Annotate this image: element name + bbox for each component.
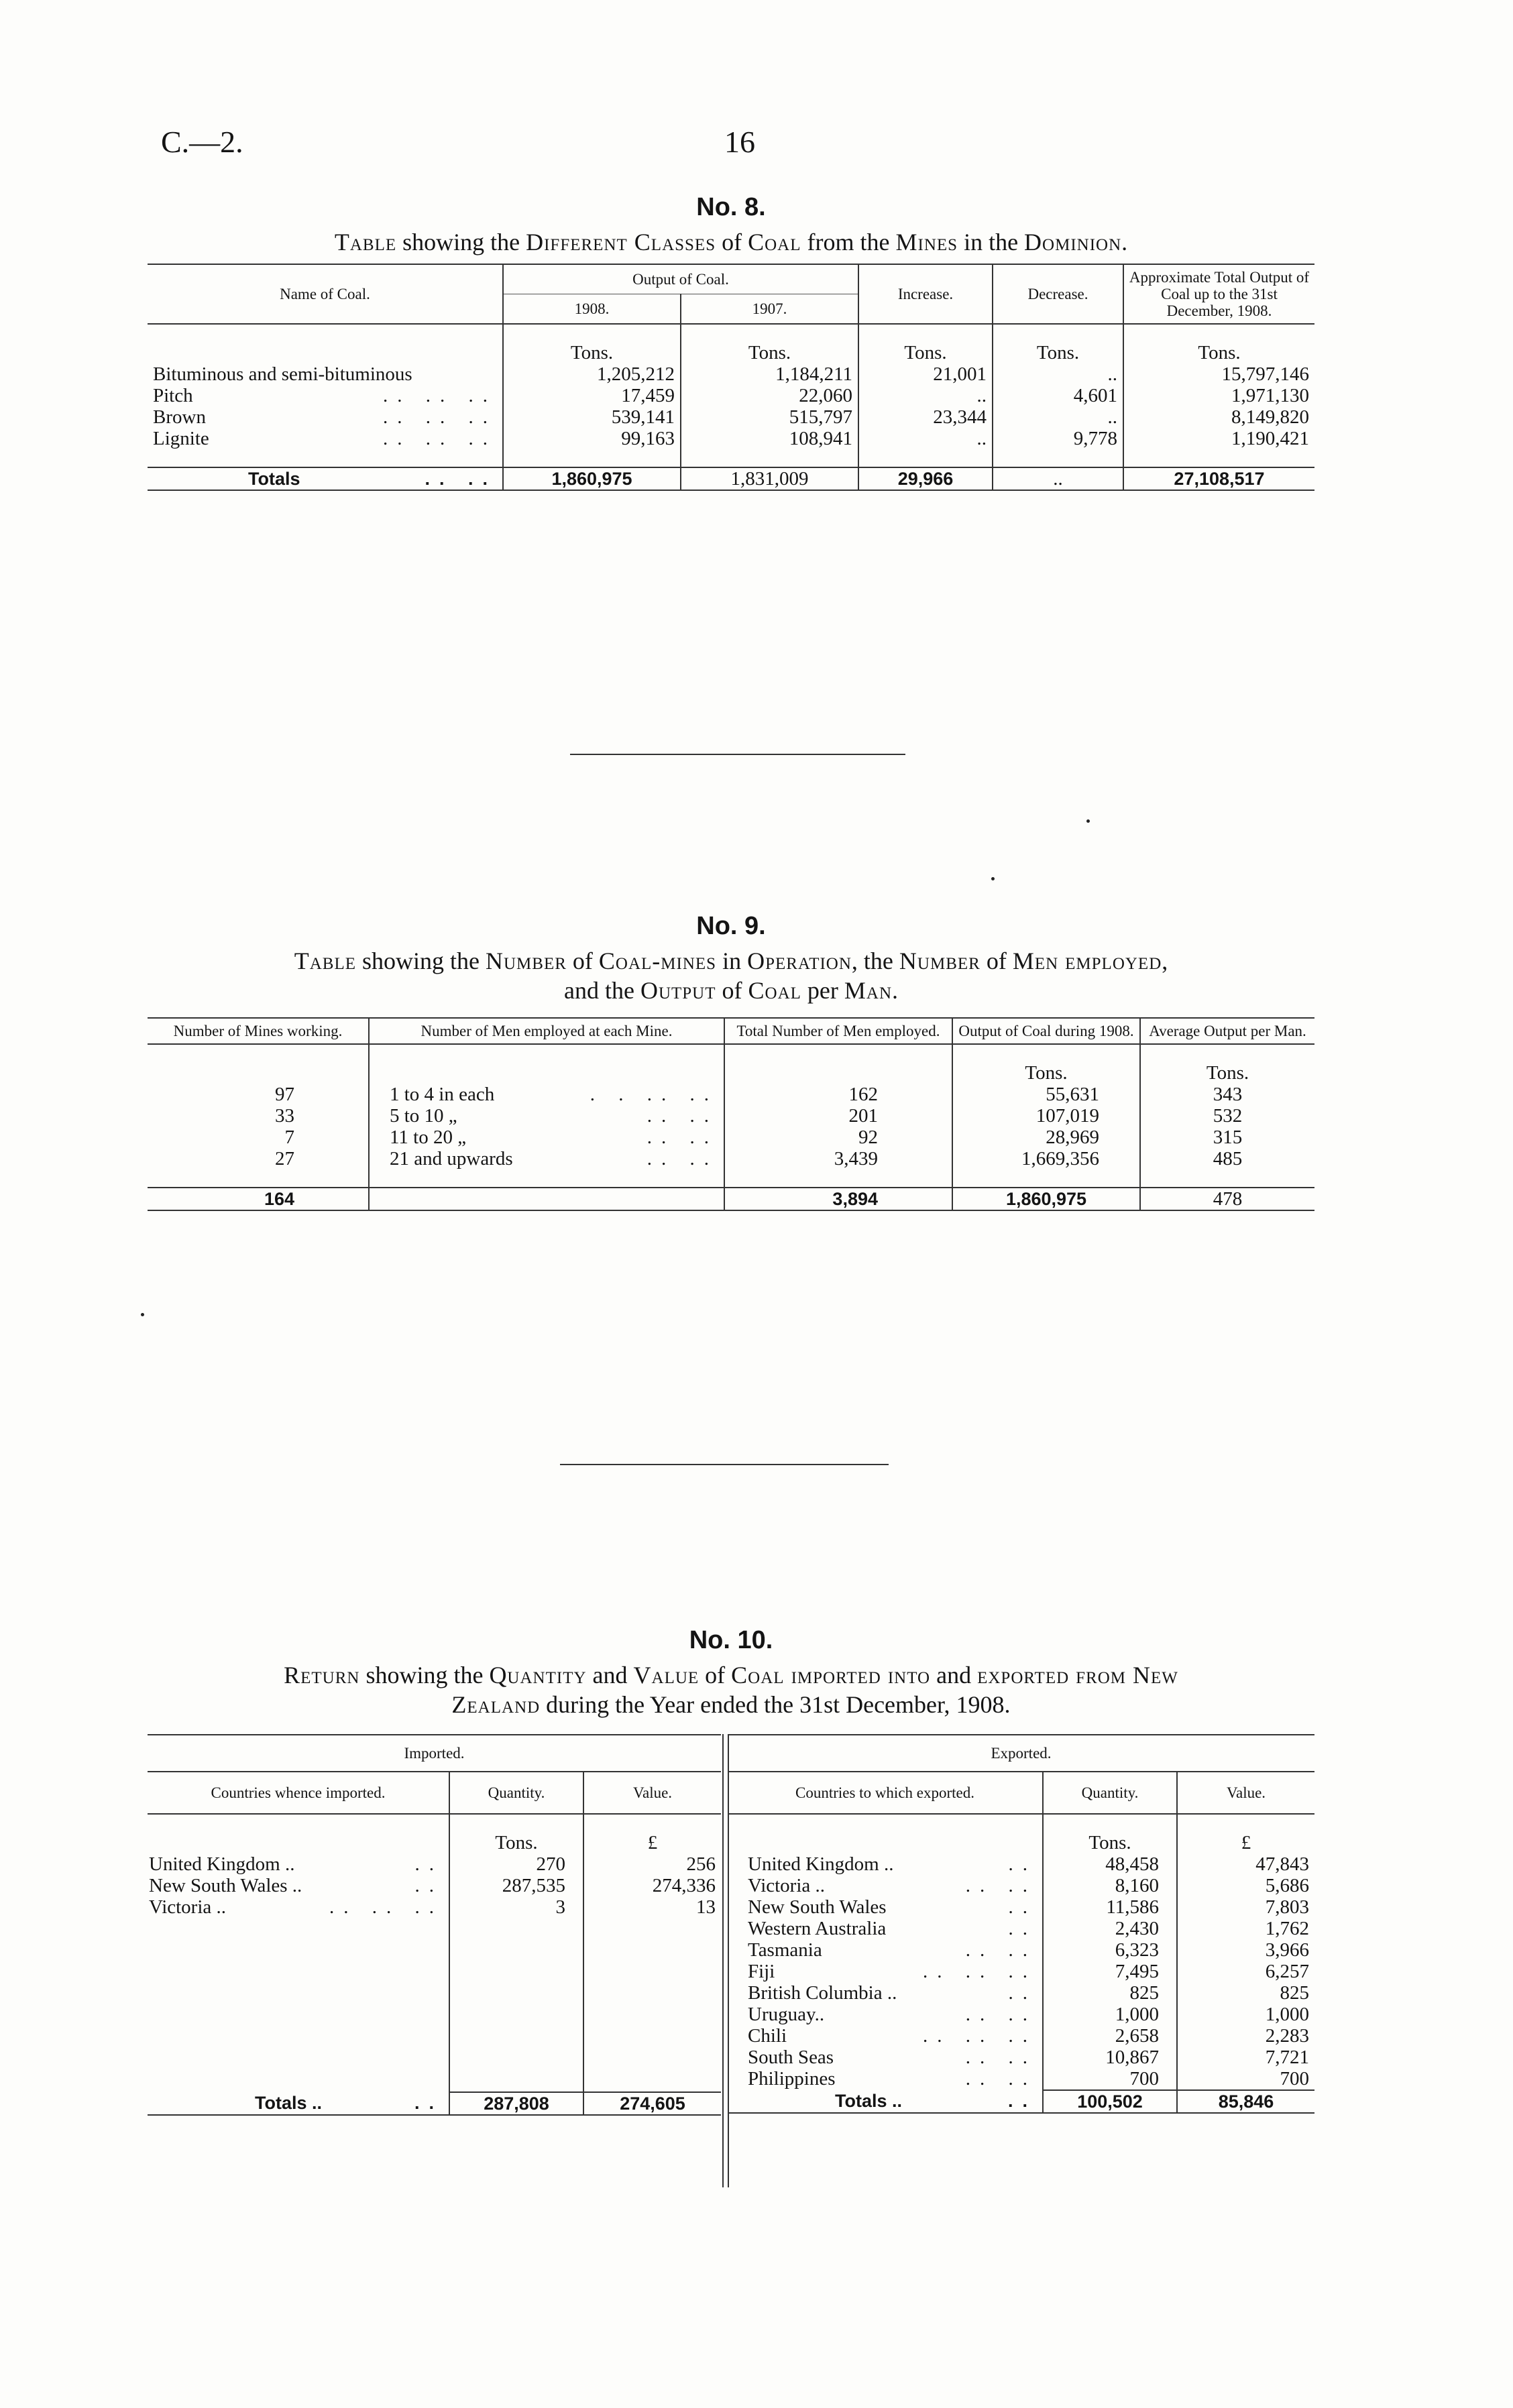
country: Fiji (748, 1961, 775, 1982)
coal-name: Brown (153, 406, 206, 428)
col-countries-imported: Countries whence imported. (211, 1784, 386, 1801)
unit-label: Tons. (1043, 1832, 1177, 1853)
unit-label: Tons. (993, 342, 1123, 363)
leader-dots: .. .. .. (923, 2025, 1037, 2047)
title-part: Table (294, 948, 356, 974)
value: 13 (583, 1896, 721, 1918)
title-part: of (980, 948, 1013, 974)
leader-dots: .. .. (965, 1875, 1037, 1896)
page-reference: C.—2. (161, 125, 243, 159)
units-row (148, 342, 1314, 363)
total-men: 201 (724, 1105, 952, 1127)
title-part: , the (851, 948, 899, 974)
country: South Seas (748, 2047, 834, 2068)
title-part: Table (334, 229, 397, 255)
unit-label: Tons. (1140, 1062, 1314, 1084)
country: Tasmania (748, 1939, 822, 1961)
title-part: Coal-mines (598, 948, 717, 974)
table-9-title (148, 946, 1314, 1005)
table-row (148, 428, 1314, 449)
totals-label: Totals .. (835, 2091, 903, 2111)
total-decrease: .. (993, 467, 1123, 490)
country: British Columbia .. (748, 1982, 897, 2004)
total-men: 92 (724, 1127, 952, 1148)
table-row (728, 2068, 1314, 2090)
leader-dots: .. .. .. (383, 406, 497, 428)
leader-dots: .. (1008, 1982, 1037, 2004)
total-quantity: 287,808 (449, 2092, 583, 2115)
leader-dots: .. .. (425, 469, 497, 489)
quantity: 2,430 (1043, 1918, 1177, 1939)
quantity: 2,658 (1043, 2025, 1177, 2047)
col-output-1908: Output of Coal during 1908. (952, 1018, 1140, 1044)
title-part: Zealand (451, 1691, 541, 1718)
title-part: Coal (748, 229, 801, 255)
total-increase: 29,966 (858, 467, 993, 490)
output: 107,019 (952, 1105, 1140, 1127)
table-row (148, 385, 1314, 406)
country: Chili (748, 2025, 787, 2047)
title-part: and (586, 1662, 634, 1688)
country: New South Wales (748, 1896, 887, 1918)
quantity: 287,535 (449, 1875, 583, 1896)
leader-dots: .. (1008, 1853, 1037, 1875)
table-8-section (148, 193, 1314, 491)
table-row (148, 1105, 1314, 1127)
totals-row (148, 2092, 721, 2115)
title-part: Output (640, 977, 716, 1004)
total-output: 1,860,975 (952, 1188, 1140, 1210)
col-name-of-coal: Name of Coal. (280, 286, 370, 302)
leader-dots: . . .. .. (590, 1084, 718, 1105)
imported-heading: Imported. (404, 1745, 465, 1762)
title-part: during the Year ended the 31st December, 1908. (540, 1691, 1011, 1718)
table-10-title (148, 1660, 1314, 1719)
title-part: Man (844, 977, 893, 1004)
quantity: 11,586 (1043, 1896, 1177, 1918)
title-part: and (930, 1662, 978, 1688)
title-part: of (716, 977, 748, 1004)
table-row (728, 1896, 1314, 1918)
average: 485 (1140, 1148, 1314, 1169)
average: 315 (1140, 1127, 1314, 1148)
leader-dots: .. (1007, 2091, 1037, 2111)
output: 55,631 (952, 1084, 1140, 1105)
value: 274,336 (583, 1875, 721, 1896)
table-8-number: No. 8. (696, 193, 766, 221)
quantity: 7,495 (1043, 1961, 1177, 1982)
value: 47,843 (1177, 1853, 1314, 1875)
unit-label: Tons. (952, 1062, 1140, 1084)
leader-dots: .. (414, 2093, 443, 2113)
leader-dots: .. (414, 1875, 443, 1896)
coal-name: Bituminous and semi-bituminous (153, 363, 412, 385)
table-10-number: No. 10. (689, 1626, 773, 1654)
table-row (148, 363, 1314, 385)
coal-name: Lignite (153, 428, 209, 449)
increase: 23,344 (858, 406, 993, 428)
col-average-output: Average Output per Man. (1140, 1018, 1314, 1044)
leader-dots: .. .. (965, 1939, 1037, 1961)
unit-label: £ (583, 1832, 721, 1853)
men-range: 5 to 10 „ (390, 1105, 457, 1127)
title-part: . (1121, 229, 1128, 255)
units-row (728, 1832, 1314, 1853)
col-decrease: Decrease. (993, 264, 1123, 324)
quantity: 6,323 (1043, 1939, 1177, 1961)
table-row (148, 1127, 1314, 1148)
title-part: Different Classes (526, 229, 716, 255)
title-part: Men employed (1012, 948, 1162, 974)
title-part: Coal imported into (731, 1662, 931, 1688)
decrease: 4,601 (993, 385, 1123, 406)
leader-dots: .. .. (965, 2047, 1037, 2068)
totals-row (148, 467, 1314, 490)
units-row (148, 1832, 721, 1853)
page-number: 16 (724, 125, 755, 159)
table-row (728, 1853, 1314, 1875)
output-1908: 17,459 (503, 385, 681, 406)
quantity: 3 (449, 1896, 583, 1918)
title-part: showing the (359, 1662, 490, 1688)
mines-count: 27 (275, 1148, 294, 1169)
scan-speck (991, 877, 995, 880)
quantity: 825 (1043, 1982, 1177, 2004)
value: 256 (583, 1853, 721, 1875)
value: 700 (1177, 2068, 1314, 2090)
title-part: and the (563, 977, 640, 1004)
title-part: , (1162, 948, 1168, 974)
col-1908: 1908. (503, 294, 681, 325)
scan-speck (141, 1313, 144, 1316)
title-part: in the (958, 229, 1025, 255)
increase: .. (858, 428, 993, 449)
leader-dots: .. .. (965, 2004, 1037, 2025)
quantity: 700 (1043, 2068, 1177, 2090)
table-row (148, 1853, 721, 1875)
increase: 21,001 (858, 363, 993, 385)
totals-label: Totals .. (255, 2093, 323, 2113)
total-mines: 164 (264, 1189, 294, 1209)
leader-dots: .. .. (647, 1148, 718, 1169)
table-row (728, 1918, 1314, 1939)
leader-dots: .. .. (647, 1127, 718, 1148)
value: 3,966 (1177, 1939, 1314, 1961)
quantity: 1,000 (1043, 2004, 1177, 2025)
col-1907: 1907. (681, 294, 858, 325)
col-value: Value. (1177, 1772, 1314, 1814)
total-value: 85,846 (1177, 2090, 1314, 2113)
title-part: Number (485, 948, 567, 974)
table-row (148, 1875, 721, 1896)
total-men: 3,439 (724, 1148, 952, 1169)
table-row (728, 1939, 1314, 1961)
leader-dots: .. .. .. (383, 428, 497, 449)
output-1907: 1,184,211 (681, 363, 858, 385)
quantity: 270 (449, 1853, 583, 1875)
title-part: from the (801, 229, 896, 255)
title-part: showing the (396, 229, 526, 255)
col-output-of-coal: Output of Coal. (503, 264, 858, 294)
value: 1,762 (1177, 1918, 1314, 1939)
table-row (148, 406, 1314, 428)
coal-mines-operation-table (148, 1017, 1314, 1211)
output-1907: 22,060 (681, 385, 858, 406)
output: 28,969 (952, 1127, 1140, 1148)
title-part: showing the (355, 948, 486, 974)
decrease: .. (993, 363, 1123, 385)
col-men-each-mine: Number of Men employed at each Mine. (369, 1018, 724, 1044)
leader-dots: .. (414, 1853, 443, 1875)
table-row (148, 1084, 1314, 1105)
value: 1,000 (1177, 2004, 1314, 2025)
title-part: of (699, 1662, 732, 1688)
title-part: Operation (747, 948, 852, 974)
unit-label: Tons. (449, 1832, 583, 1853)
table-10-section (148, 1626, 1314, 2203)
output-1908: 1,205,212 (503, 363, 681, 385)
unit-label: Tons. (858, 342, 993, 363)
value: 7,803 (1177, 1896, 1314, 1918)
decrease: 9,778 (993, 428, 1123, 449)
country: Uruguay.. (748, 2004, 825, 2025)
title-part: Number (899, 948, 980, 974)
table-row (148, 1896, 721, 1918)
table-row (148, 1148, 1314, 1169)
output-1908: 99,163 (503, 428, 681, 449)
country: New South Wales .. (149, 1875, 302, 1896)
title-part: Mines (895, 229, 958, 255)
totals-row (728, 2090, 1314, 2113)
col-quantity: Quantity. (449, 1772, 583, 1814)
approx-total: 1,190,421 (1123, 428, 1314, 449)
leader-dots: .. .. .. (383, 385, 497, 406)
table-9-number: No. 9. (696, 912, 766, 940)
average: 532 (1140, 1105, 1314, 1127)
title-part: Coal (748, 977, 801, 1004)
col-approx-total: Approximate Total Output of Coal up to the 31st December, 1908. (1123, 264, 1314, 324)
col-quantity: Quantity. (1043, 1772, 1177, 1814)
total-1908: 1,860,975 (503, 467, 681, 490)
table-row (728, 1875, 1314, 1896)
total-men: 3,894 (724, 1188, 952, 1210)
unit-label: Tons. (681, 342, 858, 363)
title-part: Value (633, 1662, 699, 1688)
value: 6,257 (1177, 1961, 1314, 1982)
section-divider (560, 1464, 889, 1465)
unit-label: Tons. (503, 342, 681, 363)
table-row (728, 2025, 1314, 2047)
leader-dots: .. .. .. (329, 1896, 443, 1918)
title-part: per (801, 977, 844, 1004)
value: 7,721 (1177, 2047, 1314, 2068)
total-approx: 27,108,517 (1123, 467, 1314, 490)
table-row (728, 2004, 1314, 2025)
totals-label: Totals (248, 469, 300, 489)
title-part: of (566, 948, 599, 974)
country: United Kingdom .. (748, 1853, 894, 1875)
col-mines-working: Number of Mines working. (173, 1023, 343, 1039)
total-1907: 1,831,009 (681, 467, 858, 490)
leader-dots: .. (1008, 1896, 1037, 1918)
col-countries-exported: Countries to which exported. (795, 1784, 974, 1801)
table-row (728, 2047, 1314, 2068)
unit-label: £ (1177, 1832, 1314, 1853)
title-part: . (892, 977, 899, 1004)
scan-speck (1086, 819, 1090, 823)
value: 5,686 (1177, 1875, 1314, 1896)
leader-dots: .. .. .. (923, 1961, 1037, 1982)
title-part: of (716, 229, 748, 255)
average: 343 (1140, 1084, 1314, 1105)
approx-total: 15,797,146 (1123, 363, 1314, 385)
output-1907: 515,797 (681, 406, 858, 428)
title-part: exported from (977, 1662, 1127, 1688)
mines-count: 97 (275, 1084, 294, 1105)
title-part: Dominion (1024, 229, 1122, 255)
total-average: 478 (1140, 1188, 1314, 1210)
output-1908: 539,141 (503, 406, 681, 428)
exported-heading: Exported. (991, 1745, 1052, 1762)
men-range: 1 to 4 in each (390, 1084, 495, 1105)
men-range: 21 and upwards (390, 1148, 513, 1169)
total-value: 274,605 (583, 2092, 721, 2115)
table-row (728, 1982, 1314, 2004)
increase: .. (858, 385, 993, 406)
units-row (148, 1062, 1314, 1084)
total-men: 162 (724, 1084, 952, 1105)
quantity: 48,458 (1043, 1853, 1177, 1875)
country: Victoria .. (748, 1875, 826, 1896)
coal-name: Pitch (153, 385, 193, 406)
country: United Kingdom .. (149, 1853, 295, 1875)
leader-dots: .. (1008, 1918, 1037, 1939)
col-total-men: Total Number of Men employed. (724, 1018, 952, 1044)
col-increase: Increase. (858, 264, 993, 324)
total-quantity: 100,502 (1043, 2090, 1177, 2113)
men-range: 11 to 20 „ (390, 1127, 467, 1148)
totals-row (148, 1188, 1314, 1210)
country: Victoria .. (149, 1896, 227, 1918)
output-1907: 108,941 (681, 428, 858, 449)
quantity: 8,160 (1043, 1875, 1177, 1896)
page-header (161, 124, 1341, 171)
table-8-title (148, 227, 1314, 257)
mines-count: 7 (284, 1127, 294, 1148)
country: Philippines (748, 2068, 836, 2089)
unit-label: Tons. (1123, 342, 1314, 363)
import-export-tables (148, 1734, 1314, 2203)
approx-total: 1,971,130 (1123, 385, 1314, 406)
title-part: Quantity (489, 1662, 587, 1688)
title-part: in (716, 948, 748, 974)
leader-dots: .. .. (647, 1105, 718, 1127)
table-9-section (148, 912, 1314, 1211)
table-row (728, 1961, 1314, 1982)
coal-classes-table (148, 264, 1314, 491)
leader-dots: .. .. (965, 2068, 1037, 2089)
output: 1,669,356 (952, 1148, 1140, 1169)
title-part: New (1126, 1662, 1178, 1688)
approx-total: 8,149,820 (1123, 406, 1314, 428)
value: 825 (1177, 1982, 1314, 2004)
exported-table (728, 1734, 1314, 2114)
value: 2,283 (1177, 2025, 1314, 2047)
country: Western Australia (748, 1918, 887, 1939)
mines-count: 33 (275, 1105, 294, 1127)
title-part: Return (284, 1662, 360, 1688)
quantity: 10,867 (1043, 2047, 1177, 2068)
col-value: Value. (583, 1772, 721, 1814)
section-divider (570, 754, 905, 755)
decrease: .. (993, 406, 1123, 428)
imported-table (148, 1734, 721, 2116)
